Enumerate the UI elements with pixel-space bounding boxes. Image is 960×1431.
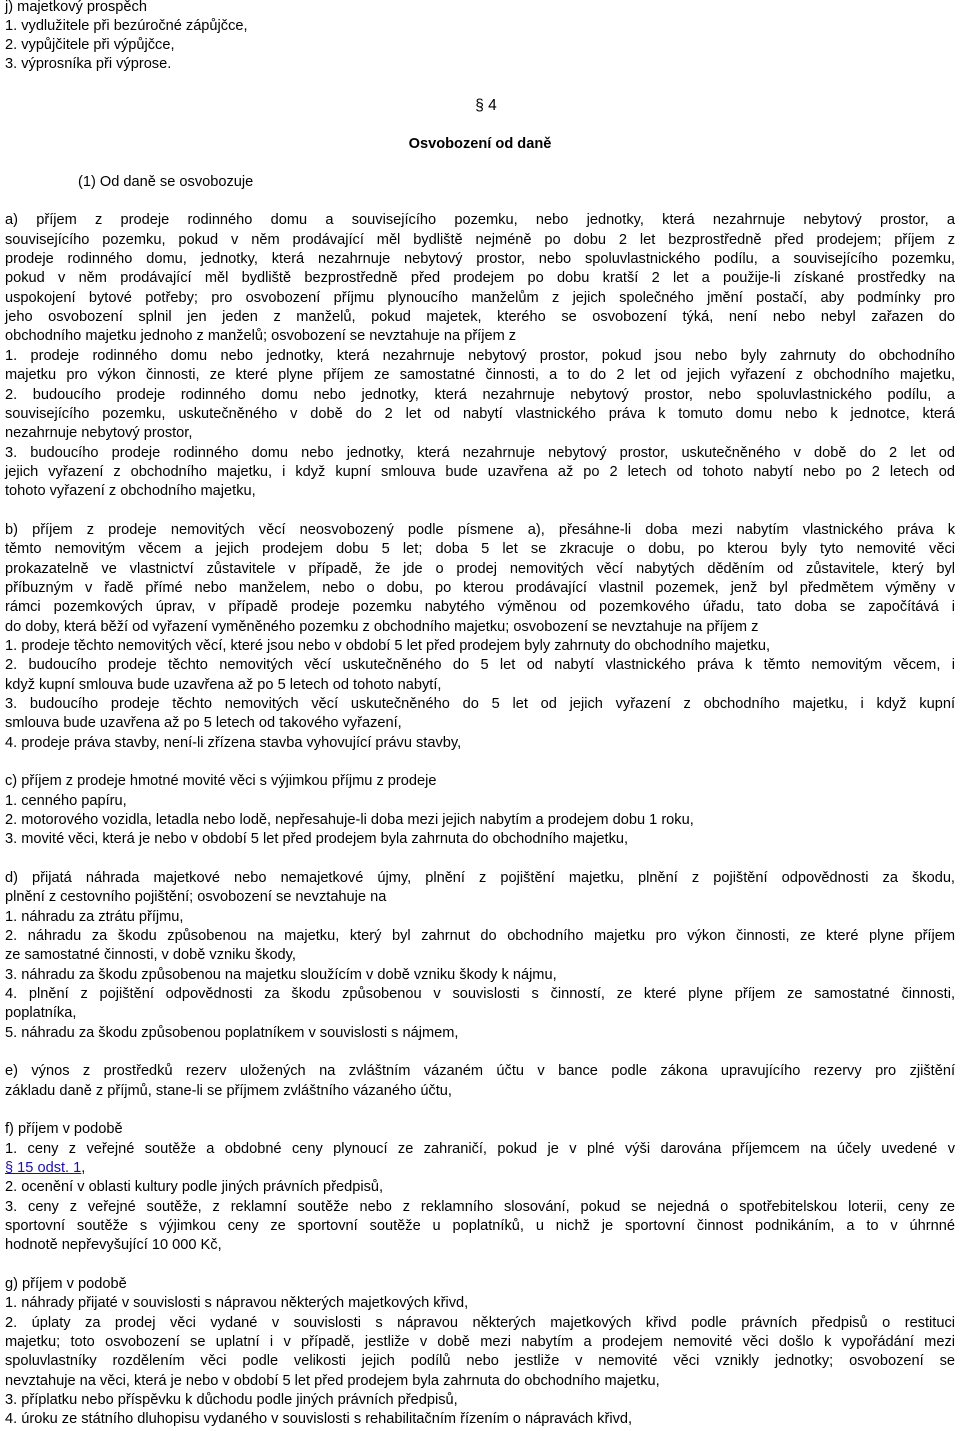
text-line: rámci pozemkových úprav, v případě prodeje pozemku nabytého výměnou od pozemkového úřadu, tato doba se započítává i <box>5 599 955 615</box>
section-number: § 4 <box>475 97 497 114</box>
text-line: d) přijatá náhrada majetkové nebo nemajetkové újmy, plnění z pojištění majetku, plnění z pojištění odpovědnosti za škodu, <box>5 870 955 886</box>
text-line: ze samostatné činnosti, v době vzniku škody, <box>5 947 296 963</box>
text-line: souvisejícího pozemku, pokud v něm prodávající měl bydliště nejméně po dobu 2 let bezprostředně před prodejem; příjem z <box>5 232 955 248</box>
text-line: plnění z cestovního pojištění; osvobození se nevztahuje na <box>5 889 387 905</box>
text-line: smlouva bude uzavřena až po 5 letech od takového vyřazení, <box>5 715 402 731</box>
text-line: a) příjem z prodeje rodinného domu a souvisejícího pozemku, nebo jednotky, která nezahrnuje nebytový prostor, a <box>5 212 955 228</box>
text-line: sportovní soutěže s výjimkou ceny ze sportovní soutěže u poplatníků, u nichž je sportovní činnost podnikáním, a to v úhrnné <box>5 1218 955 1234</box>
text-line: 3. náhradu za škodu způsobenou na majetku sloužícím v době vzniku škody k nájmu, <box>5 967 557 983</box>
text-line: 1. náhradu za ztrátu příjmu, <box>5 909 184 925</box>
text-line: pokud v něm prodávající měl bydliště bezprostředně před prodejem po dobu kratší 2 let a použije-li získané prostředky na <box>5 270 955 286</box>
text-line: tohoto vyřazení z obchodního majetku, <box>5 483 256 499</box>
text-line: když kupní smlouva bude uzavřena až po 5 letech od tohoto nabytí, <box>5 677 442 693</box>
text-line: majetku pro výkon činnosti, ze které plyne příjem ze samostatné činnosti, a to do 2 let od jejich vyřazení z obchodního majetku, <box>5 367 955 383</box>
text-line: 4. plnění z pojištění odpovědnosti za škodu způsobenou v souvislosti s činností, ze které plyne příjem ze samostatné činnosti, <box>5 986 955 1002</box>
text-line <box>5 1159 85 1178</box>
text-line: 1. vydlužitele při bezúročné zápůjčce, <box>5 18 248 34</box>
text-line: c) příjem z prodeje hmotné movité věci s výjimkou příjmu z prodeje <box>5 773 437 789</box>
text-line: jejich vyřazení z obchodního majetku, i když kupní smlouva bude uzavřena až po 2 letech od tohoto nabytí nebo po 2 letech od <box>5 464 955 480</box>
text-line: 1. ceny z veřejné soutěže a obdobné ceny plynoucí ze zahraničí, pokud je v plné výši darována příjemcem na účely uvedené v <box>5 1141 955 1157</box>
text-line: prodeje rodinného domu, jednotky, která nezahrnuje nebytový prostor, nebo spoluvlastnického podílu, a souvisejícího pozemku, <box>5 251 955 267</box>
text-line: 2. úplaty za prodej věci vydané v souvislosti s nápravou některých majetkových křivd podle právních předpisů o restituci <box>5 1315 955 1331</box>
text-line: majetku; toto osvobození se uplatní i v případě, jestliže v době mezi nabytím a prodejem nemovité věci došlo k vypořádání mezi <box>5 1334 955 1350</box>
text-line: 4. úroku ze státního dluhopisu vydaného v souvislosti s rehabilitačním řízením o nápravách křivd, <box>5 1411 633 1427</box>
text-line: 2. budoucího prodeje rodinného domu nebo jednotky, která nezahrnuje nebytový prostor, nebo spoluvlastnického podílu, a <box>5 387 955 403</box>
text-line: 2. motorového vozidla, letadla nebo lodě, nepřesahuje-li doba mezi jejich nabytím a prodejem dobu 1 roku, <box>5 812 694 828</box>
text-line: g) příjem v podobě <box>5 1276 127 1292</box>
text-line: hodnotě nepřevyšující 10 000 Kč, <box>5 1237 222 1253</box>
text-line: 2. budoucího prodeje těchto nemovitých věcí uskutečněného do 5 let od nabytí vlastnického práva k těmto nemovitým věcem, i <box>5 657 955 673</box>
text-line: základu daně z příjmů, stane-li se příjmem zvláštního vázaného účtu, <box>5 1083 452 1099</box>
text-line: obchodního majetku jednoho z manželů; osvobození se nevztahuje na příjem z <box>5 328 517 344</box>
text-line: e) výnos z prostředků rezerv uložených na zvláštním vázaném účtu v bance podle zákona upravujícího rezervy pro zjištění <box>5 1063 955 1079</box>
text-line: 5. náhradu za škodu způsobenou poplatníkem v souvislosti s nájmem, <box>5 1025 459 1041</box>
text-line: 1. náhrady přijaté v souvislosti s nápravou některých majetkových křivd, <box>5 1295 469 1311</box>
text-line: uspokojení bytové potřeby; pro osvobození příjmu plynoucího manželům z jejich společného jmění postačí, aby podmínky pro <box>5 290 955 306</box>
text-line: prokazatelně ve vlastnictví zůstavitele v případě, že jde o prodej nemovitých věcí nabytých děděním od zůstavitele, který byl <box>5 561 955 577</box>
text-line: 1. prodeje rodinného domu nebo jednotky, která nezahrnuje nebytový prostor, pokud jsou nebo byly zahrnuty do obchodního <box>5 348 955 364</box>
text-line: 3. budoucího prodeje rodinného domu nebo jednotky, která nezahrnuje nebytový prostor, uskutečněného v době do 2 let od <box>5 445 955 461</box>
text-line: jeho osvobození splnil jen jeden z manželů, pokud majetek, kterého se osvobození týká, není nebo nebyl zařazen do <box>5 309 955 325</box>
text-line: j) majetkový prospěch <box>5 0 147 15</box>
text-line: poplatníka, <box>5 1005 77 1021</box>
text-line: spoluvlastníky rozdělením věci podle velikosti jejich podílů nebo jestliže v nemovité věci vznikly jednotky; osvobození se <box>5 1353 955 1369</box>
section-15-link[interactable]: § 15 odst. 1 <box>5 1160 82 1176</box>
text-line: do doby, která běží od vyřazení vyměněného pozemku z obchodního majetku; osvobození se nevztahuje na příjem z <box>5 619 759 635</box>
text-line: 2. vypůjčitele při výpůjčce, <box>5 37 175 53</box>
text-line: 3. výprosníka při výprose. <box>5 56 172 72</box>
text-line: 1. cenného papíru, <box>5 793 127 809</box>
text-line: b) příjem z prodeje nemovitých věcí neosvobozený podle písmene a), přesáhne-li doba mezi nabytím vlastnického práva k <box>5 522 955 538</box>
text-line: 4. prodeje práva stavby, není-li zřízena stavba vyhovující právu stavby, <box>5 735 462 751</box>
text-line: 3. budoucího prodeje těchto nemovitých věcí uskutečněného do 5 let od jejich vyřazení z obchodního majetku, i když kupní <box>5 696 955 712</box>
text-line: 2. náhradu za škodu způsobenou na majetku, který byl zahrnut do obchodního majetku pro výkon činnosti, ze které plyne příjem <box>5 928 955 944</box>
text-line: souvisejícího pozemku, uskutečněného v době do 2 let od nabytí vlastnického práva k tomuto domu nebo k jednotce, která <box>5 406 955 422</box>
section-intro: (1) Od daně se osvobozuje <box>78 174 254 190</box>
punctuation: , <box>81 1160 86 1176</box>
text-line: příbuzným v řadě přímé nebo manželem, nebo o dobu, po kterou prodávající vlastnil pozemek, jenž byl předmětem výměny v <box>5 580 955 596</box>
text-line: 3. movité věci, která je nebo v období 5 let před prodejem byla zahrnuta do obchodního majetku, <box>5 831 629 847</box>
section-title: Osvobození od daně <box>408 136 552 152</box>
text-line: f) příjem v podobě <box>5 1121 123 1137</box>
text-line: nevztahuje na věci, která je nebo v období 5 let před prodejem byla zahrnuta do obchodního majetku, <box>5 1373 660 1389</box>
text-line: 2. ocenění v oblasti kultury podle jiných právních předpisů, <box>5 1179 384 1195</box>
text-line: těmto nemovitým věcem a jejich prodejem dobu 5 let; doba 5 let se zkracuje o dobu, po kterou byly tyto nemovité věci <box>5 541 955 557</box>
text-line: 3. příplatku nebo příspěvku k důchodu podle jiných právních předpisů, <box>5 1392 458 1408</box>
text-line: 1. prodeje těchto nemovitých věcí, které jsou nebo v období 5 let před prodejem byly zahrnuty do obchodního majetku, <box>5 638 771 654</box>
text-line: nezahrnuje nebytový prostor, <box>5 425 193 441</box>
text-line: 3. ceny z veřejné soutěže, z reklamní soutěže nebo z reklamního slosování, pokud se nejedná o spotřebitelskou loterii, ceny ze <box>5 1199 955 1215</box>
